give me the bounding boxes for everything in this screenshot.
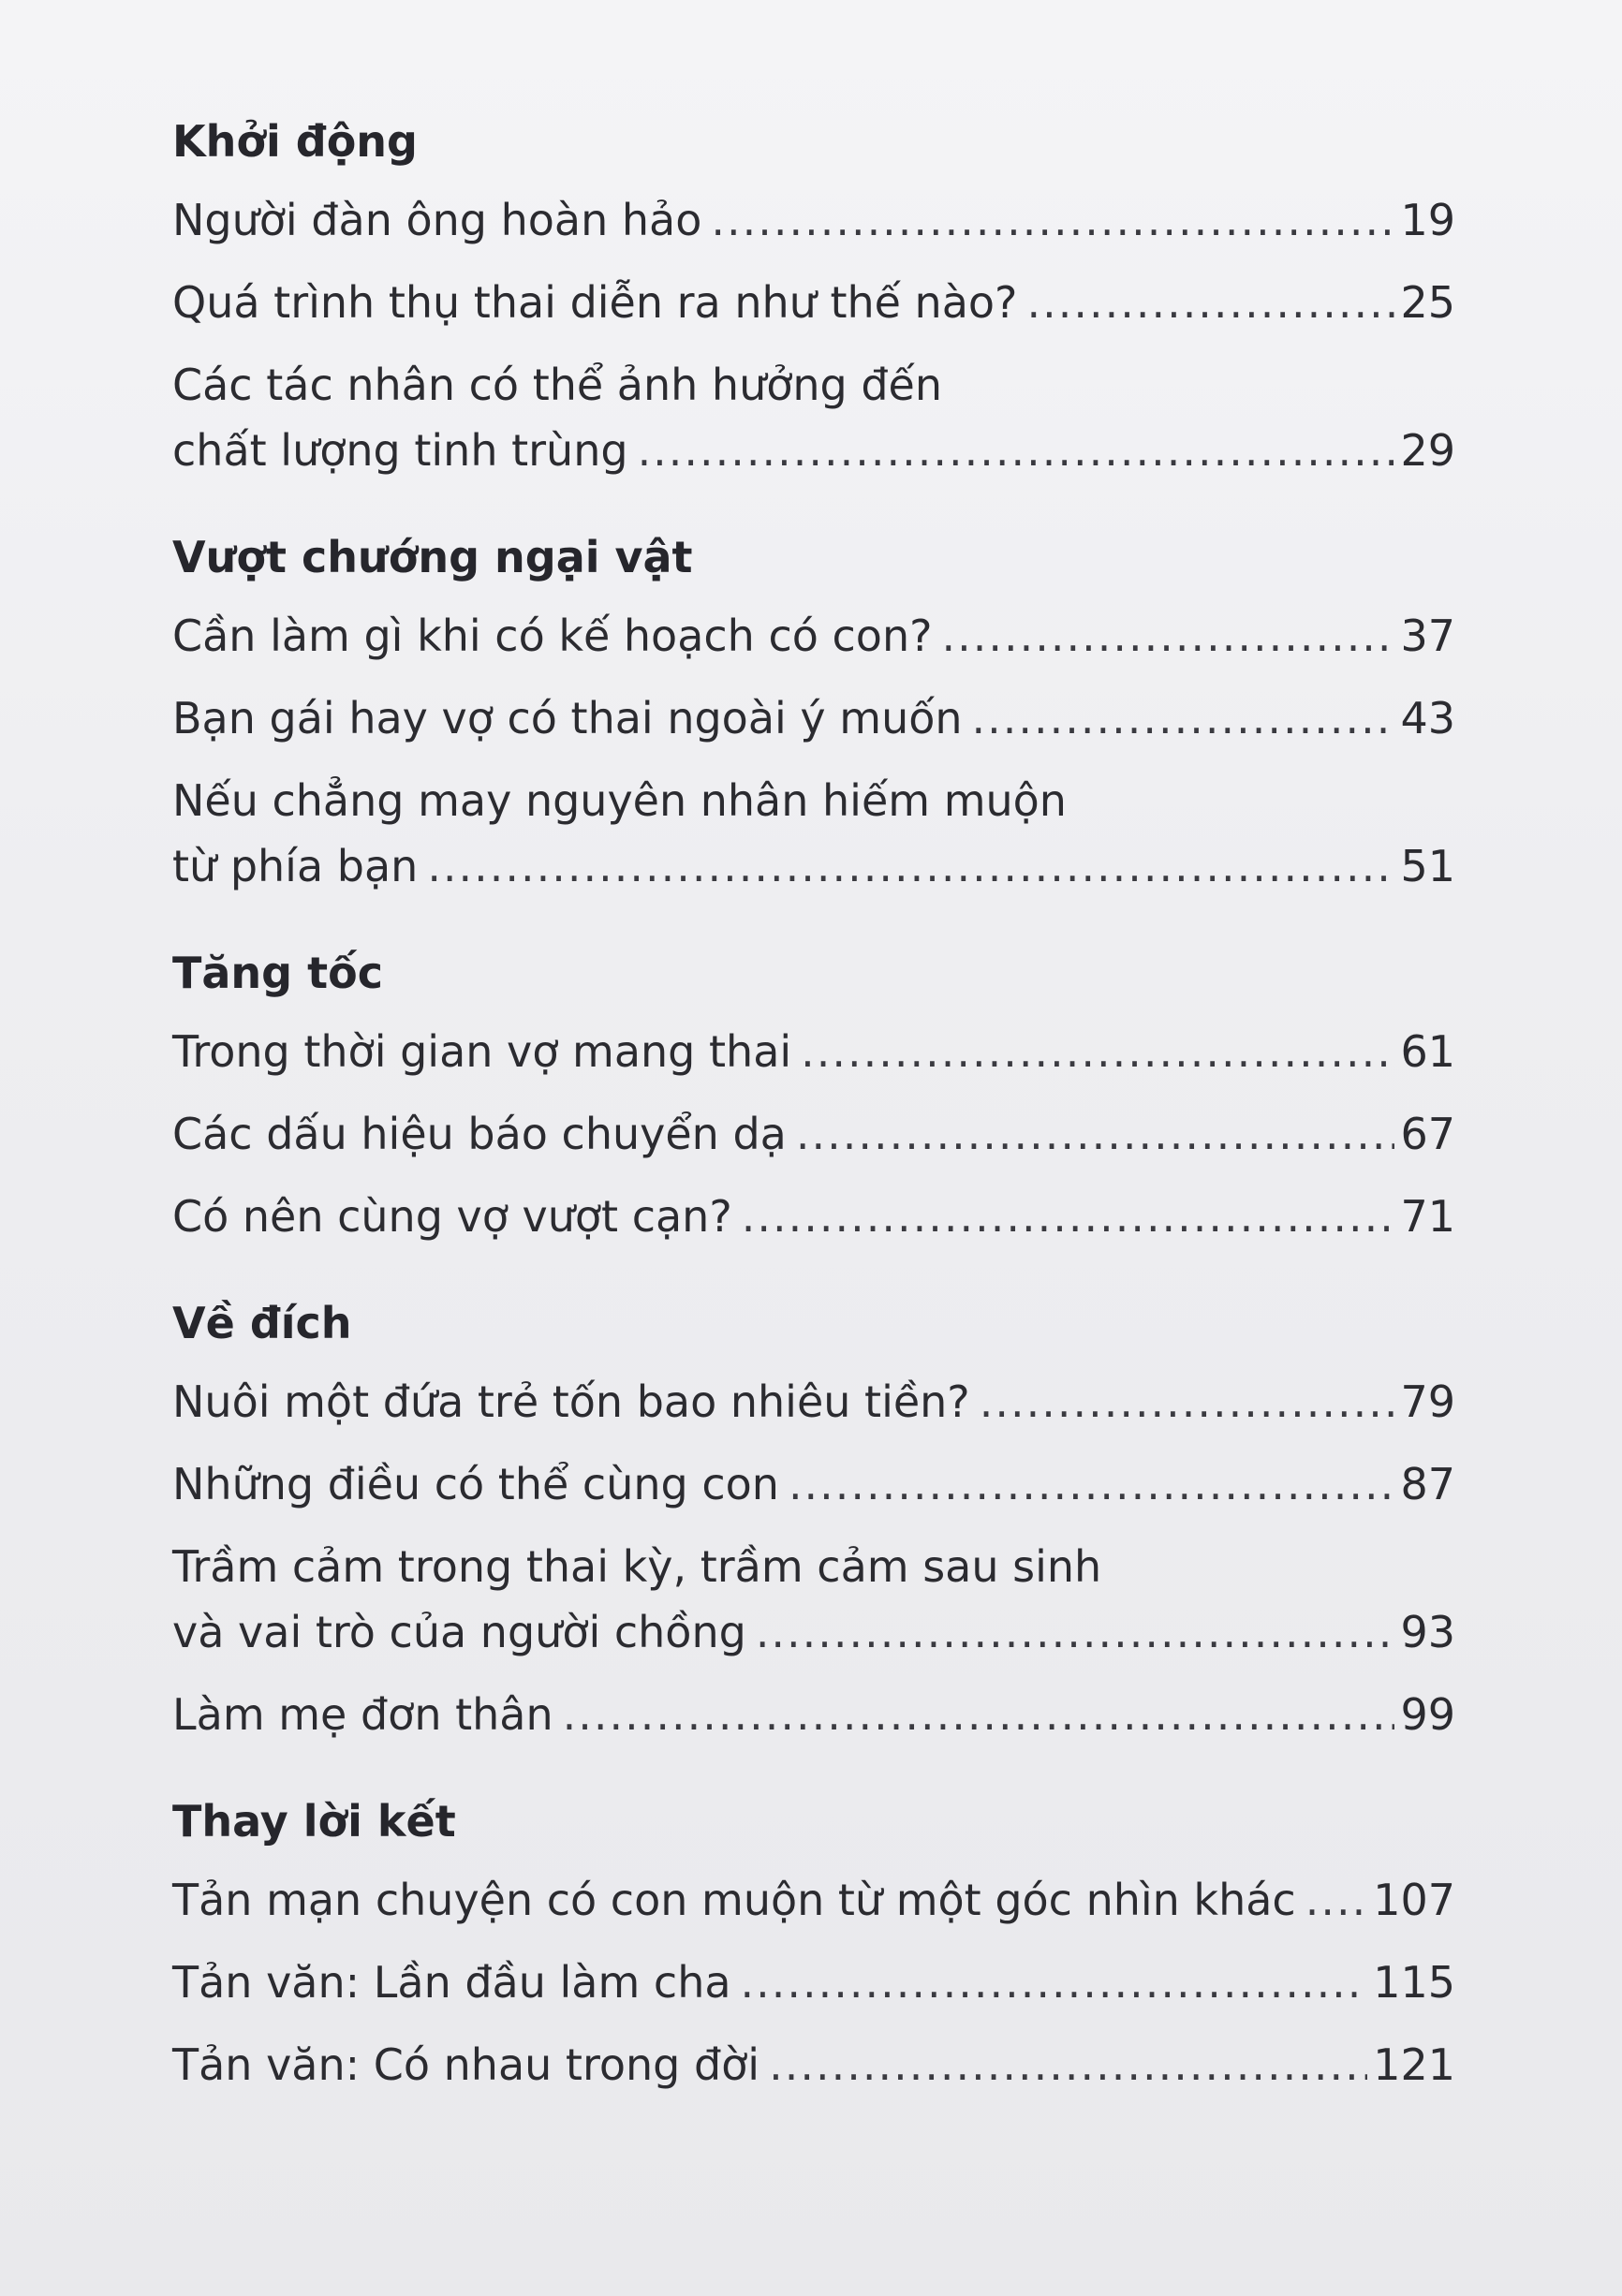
entry-title: Quá trình thụ thai diễn ra như thế nào? bbox=[172, 277, 1018, 328]
toc-section bbox=[172, 109, 1455, 483]
entry-title: Tản mạn chuyện có con muộn từ một góc nhìn khác bbox=[172, 1875, 1296, 1925]
dot-leader bbox=[942, 603, 1395, 669]
dot-leader bbox=[1026, 270, 1394, 335]
dot-leader bbox=[789, 1451, 1395, 1517]
toc-section bbox=[172, 1290, 1455, 1747]
page-number: 121 bbox=[1373, 2039, 1455, 2090]
entry-title: chất lượng tinh trùng bbox=[172, 425, 628, 476]
entry-title: Có nên cùng vợ vượt cạn? bbox=[172, 1191, 732, 1242]
section-title: Tăng tốc bbox=[172, 948, 383, 998]
toc-entry[interactable] bbox=[172, 352, 1455, 483]
entry-title: Tản văn: Lần đầu làm cha bbox=[172, 1957, 731, 2008]
toc-entry[interactable] bbox=[172, 768, 1455, 899]
entry-title: Nuôi một đứa trẻ tốn bao nhiêu tiền? bbox=[172, 1376, 970, 1427]
section-title: Vượt chướng ngại vật bbox=[172, 532, 693, 582]
dot-leader bbox=[638, 418, 1395, 483]
toc-section bbox=[172, 940, 1455, 1249]
page-number: 79 bbox=[1400, 1376, 1455, 1427]
entry-title: Những điều có thể cùng con bbox=[172, 1459, 779, 1509]
toc-entry[interactable] bbox=[172, 603, 1455, 669]
dot-leader bbox=[741, 1950, 1368, 2015]
toc-entry[interactable] bbox=[172, 2032, 1455, 2097]
page-number: 37 bbox=[1400, 611, 1455, 661]
dot-leader bbox=[711, 187, 1394, 253]
entry-title: Cần làm gì khi có kế hoạch có con? bbox=[172, 611, 933, 661]
toc-entry[interactable] bbox=[172, 270, 1455, 335]
toc-section bbox=[172, 1788, 1455, 2097]
toc-entry[interactable] bbox=[172, 1019, 1455, 1084]
toc-entry[interactable] bbox=[172, 187, 1455, 253]
page-number: 107 bbox=[1373, 1875, 1455, 1925]
section-title: Về đích bbox=[172, 1298, 352, 1348]
dot-leader bbox=[563, 1682, 1395, 1747]
toc-section bbox=[172, 524, 1455, 899]
section-title: Thay lời kết bbox=[172, 1796, 456, 1847]
page-number: 25 bbox=[1400, 277, 1455, 328]
entry-title: từ phía bạn bbox=[172, 841, 419, 891]
dot-leader bbox=[801, 1019, 1394, 1084]
toc-entry[interactable] bbox=[172, 1534, 1455, 1665]
toc-entry[interactable] bbox=[172, 685, 1455, 751]
page-number: 99 bbox=[1400, 1689, 1455, 1740]
entry-title: và vai trò của người chồng bbox=[172, 1607, 746, 1657]
page-number: 29 bbox=[1400, 425, 1455, 476]
entry-title: Tản văn: Có nhau trong đời bbox=[172, 2039, 760, 2090]
entry-title: Các dấu hiệu báo chuyển dạ bbox=[172, 1109, 787, 1159]
page-number: 67 bbox=[1400, 1109, 1455, 1159]
dot-leader bbox=[972, 685, 1395, 751]
entry-title-line1: Các tác nhân có thể ảnh hưởng đến bbox=[172, 360, 943, 410]
toc-entry[interactable] bbox=[172, 1950, 1455, 2015]
page-number: 93 bbox=[1400, 1607, 1455, 1657]
toc-entry[interactable] bbox=[172, 1184, 1455, 1249]
toc-entry[interactable] bbox=[172, 1451, 1455, 1517]
section-title: Khởi động bbox=[172, 116, 418, 167]
dot-leader bbox=[796, 1101, 1395, 1167]
toc-entry[interactable] bbox=[172, 1369, 1455, 1435]
entry-title: Người đàn ông hoàn hảo bbox=[172, 195, 702, 245]
page-number: 115 bbox=[1373, 1957, 1455, 2008]
page-number: 71 bbox=[1400, 1191, 1455, 1242]
toc-entry[interactable] bbox=[172, 1101, 1455, 1167]
page-number: 61 bbox=[1400, 1026, 1455, 1077]
dot-leader bbox=[427, 833, 1394, 899]
dot-leader bbox=[980, 1369, 1395, 1435]
dot-leader bbox=[742, 1184, 1395, 1249]
dot-leader bbox=[769, 2032, 1367, 2097]
entry-title: Bạn gái hay vợ có thai ngoài ý muốn bbox=[172, 693, 963, 743]
dot-leader bbox=[756, 1599, 1395, 1665]
entry-title: Làm mẹ đơn thân bbox=[172, 1689, 553, 1740]
page-number: 87 bbox=[1400, 1459, 1455, 1509]
page-number: 19 bbox=[1400, 195, 1455, 245]
page-number: 51 bbox=[1400, 841, 1455, 891]
page-number: 43 bbox=[1400, 693, 1455, 743]
entry-title-line1: Nếu chẳng may nguyên nhân hiếm muộn bbox=[172, 775, 1067, 826]
entry-title-line1: Trầm cảm trong thai kỳ, trầm cảm sau sinh bbox=[172, 1541, 1102, 1592]
dot-leader bbox=[1305, 1867, 1367, 1933]
toc-entry[interactable] bbox=[172, 1682, 1455, 1747]
toc-entry[interactable] bbox=[172, 1867, 1455, 1933]
entry-title: Trong thời gian vợ mang thai bbox=[172, 1026, 792, 1077]
